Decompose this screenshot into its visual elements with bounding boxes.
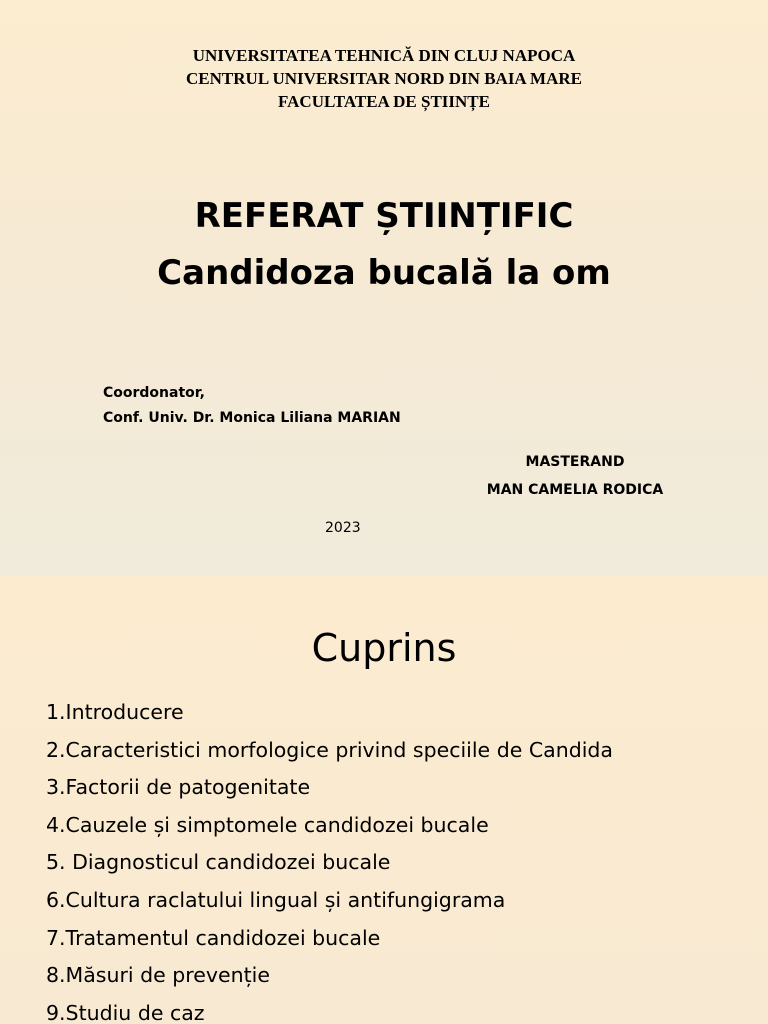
slide-title: REFERAT ȘTIINȚIFIC: [194, 196, 574, 236]
list-item: 6.Cultura raclatului lingual și antifungigrama: [46, 887, 506, 912]
coordinator-label: Coordonator,: [103, 385, 205, 401]
coordinator-name: Conf. Univ. Dr. Monica Liliana MARIAN: [103, 410, 401, 426]
list-item: 4.Cauzele și simptomele candidozei bucale: [46, 812, 489, 837]
contents-list: [46, 694, 613, 1024]
list-item: 7.Tratamentul candidozei bucale: [46, 925, 381, 950]
university-line-1: UNIVERSITATEA TEHNICĂ DIN CLUJ NAPOCA: [192, 46, 576, 65]
university-line-2: CENTRUL UNIVERSITAR NORD DIN BAIA MARE: [186, 69, 582, 88]
university-line-3: FACULTATEA DE ȘTIINȚE: [278, 92, 490, 111]
list-item: 1.Introducere: [46, 700, 184, 724]
year: 2023: [325, 520, 361, 536]
list-item: 5. Diagnosticul candidozei bucale: [46, 850, 391, 875]
slide-subtitle: Candidoza bucală la om: [157, 253, 611, 293]
list-item: 9.Studiu de caz: [46, 1000, 205, 1024]
student-label: MASTERAND: [525, 454, 625, 470]
student-name: MAN CAMELIA RODICA: [486, 482, 664, 498]
list-item: 8.Măsuri de prevenție: [46, 963, 270, 988]
contents-slide: [0, 576, 768, 1024]
contents-heading: Cuprins: [311, 626, 457, 670]
list-item: 2.Caracteristici morfologice privind speciile de Candida: [46, 737, 613, 762]
list-item: 3.Factorii de patogenitate: [46, 775, 311, 800]
